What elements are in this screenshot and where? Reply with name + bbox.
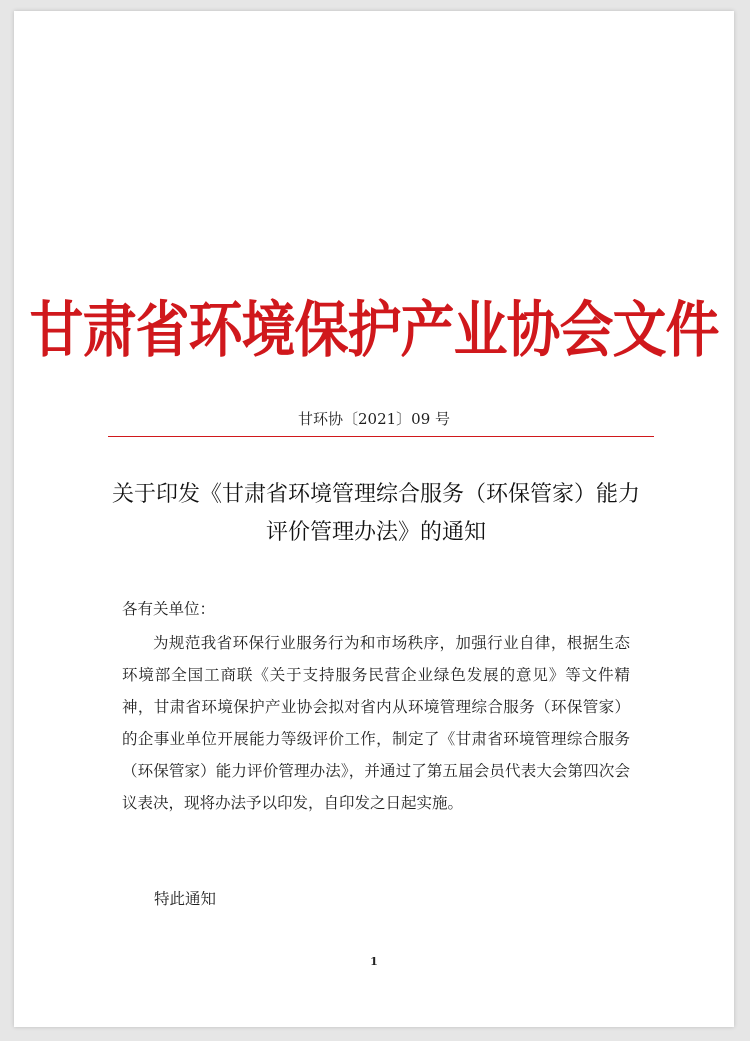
document-page — [14, 11, 734, 1027]
masthead-title: 甘肃省环境保护产业协会文件 — [29, 294, 719, 365]
page-number: 1 — [370, 955, 378, 968]
red-divider — [108, 436, 654, 437]
document-number: 甘环协〔2021〕09 号 — [297, 410, 451, 428]
notice-title: 关于印发《甘肃省环境管理综合服务（环保管家）能力评价管理办法》的通知 — [111, 482, 640, 545]
salutation: 各有关单位： — [122, 600, 216, 618]
body-paragraph: 为规范我省环保行业服务行为和市场秩序，加强行业自律，根据生态环境部全国工商联《关于支持服务民营企业绿色发展的意见》等文件精神，甘肃省环境保护产业协会拟对省内从环境管理综合服务（环保管家）的企事业单位开展能力等级评价工作，制定了《甘肃省环境管理综合服务（环保管家）能力评价管理办法》，并通过了第五届会员代表大会第四次会议表决，现将办法予以印发，自印发之日起实施。 — [122, 634, 630, 812]
closing-line: 特此通知 — [154, 890, 217, 908]
